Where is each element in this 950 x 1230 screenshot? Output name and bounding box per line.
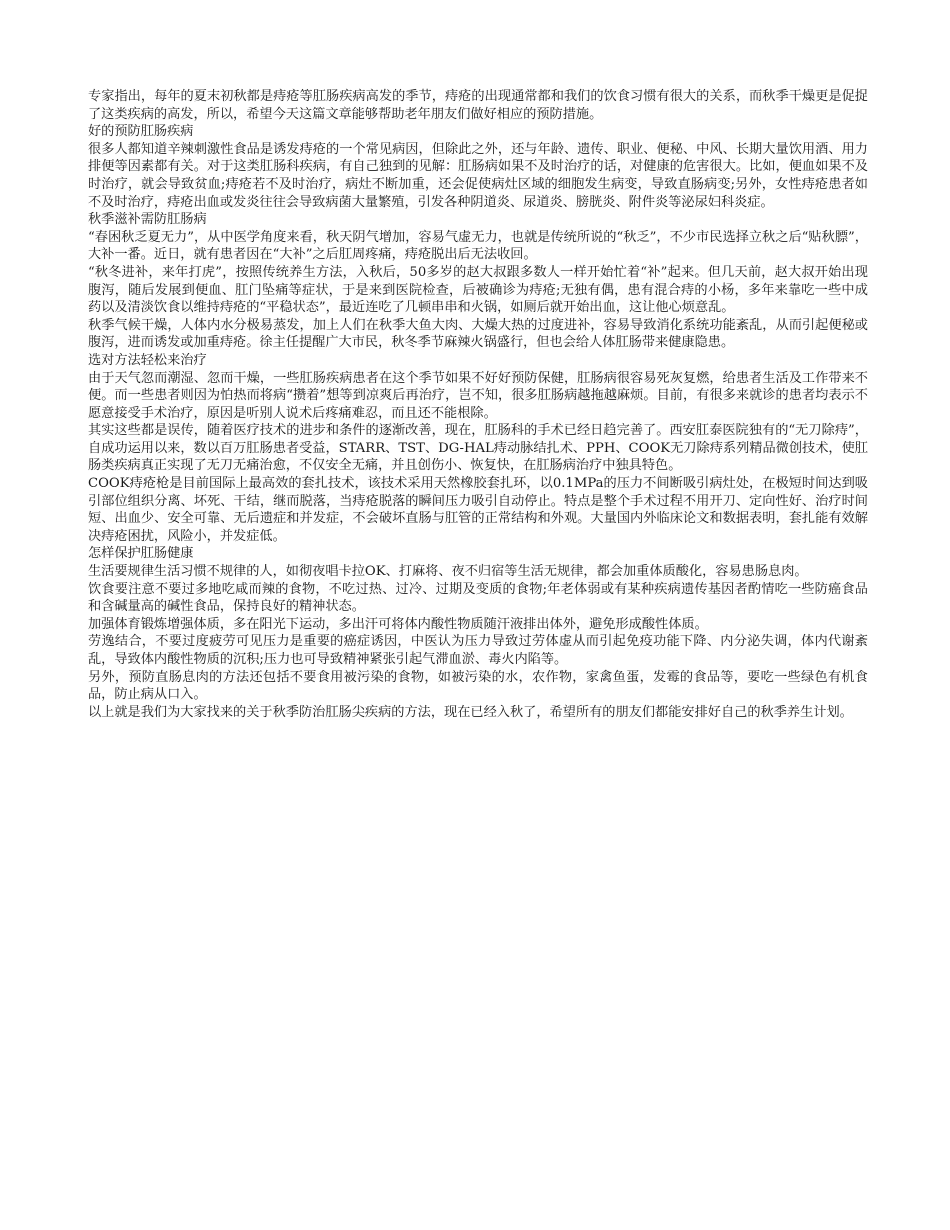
paragraph-polyp-prevention: 另外，预防直肠息肉的方法还包括不要食用被污染的食物，如被污染的水，农作物，家禽鱼蛋，发霉的食品等，要吃一些绿色有机食品，防止病从口入。 (88, 669, 868, 703)
paragraph-diet: 饮食要注意不要过多地吃咸而辣的食物，不吃过热、过冷、过期及变质的食物;年老体弱或有某种疾病遗传基因者酌情吃一些防癌食品和含碱量高的碱性食品，保持良好的精神状态。 (88, 581, 868, 615)
section-heading-treatment: 选对方法轻松来治疗 (88, 352, 207, 368)
section-heading-autumn-tonic: 秋季滋补需防肛肠病 (88, 212, 207, 228)
section-heading-prevention: 好的预防肛肠疾病 (88, 124, 194, 140)
paragraph-regular-life: 生活要规律生活习惯不规律的人，如彻夜唱卡拉OK、打麻将、夜不归宿等生活无规律，都会加重体质酸化，容易患肠息肉。 (88, 564, 808, 580)
paragraph-case-examples: “秋冬进补，来年打虎”，按照传统养生方法，入秋后，50多岁的赵大叔跟多数人一样开始忙着“补”起来。但几天前，赵大叔开始出现腹泻，随后发展到便血、肛门坠痛等症状，于是来到医院检查，后被确诊为痔疮;无独有偶，患有混合痔的小杨，多年来靠吃一些中成药以及清淡饮食以维持痔疮的“平稳状态”，最近连吃了几顿串串和火锅，如厕后就开始出血，这让他心烦意乱。 (88, 264, 868, 316)
paragraph-conclusion: 以上就是我们为大家找来的关于秋季防治肛肠尖疾病的方法，现在已经入秋了，希望所有的朋友们都能安排好自己的秋季养生计划。 (88, 704, 853, 720)
paragraph-weather-relapse: 由于天气忽而潮湿、忽而干燥，一些肛肠疾病患者在这个季节如果不好好预防保健，肛肠病很容易死灰复燃，给患者生活及工作带来不便。而一些患者则因为怕热而将病“攒着”想等到凉爽后再治疗，岂不知，很多肛肠病越拖越麻烦。目前，有很多来就诊的患者均表示不愿意接受手术治疗，原因是听别人说术后疼痛难忍，而且还不能根除。 (88, 370, 868, 421)
section-heading-protection: 怎样保护肛肠健康 (88, 546, 194, 562)
paragraph-dry-climate: 秋季气候干燥，人体内水分极易蒸发，加上人们在秋季大鱼大肉、大燥大热的过度进补，容易导致消化系统功能紊乱，从而引起便秘或腹泻，进而诱发或加重痔疮。徐主任提醒广大市民，秋冬季节麻辣火锅盛行，但也会给人体肛肠带来健康隐患。 (88, 317, 868, 351)
paragraph-exercise: 加强体育锻炼增强体质，多在阳光下运动，多出汗可将体内酸性物质随汗液排出体外，避免形成酸性体质。 (88, 616, 708, 632)
paragraph-autumn-fatigue: “春困秋乏夏无力”，从中医学角度来看，秋天阴气增加，容易气虚无力，也就是传统所说的“秋乏”，不少市民选择立秋之后“贴秋膘”，大补一番。近日，就有患者因在“大补”之后肛周疼痛，痔疮脱出后无法收回。 (88, 229, 868, 263)
intro-paragraph: 专家指出，每年的夏末初秋都是痔疮等肛肠疾病高发的季节，痔疮的出现通常都和我们的饮食习惯有很大的关系，而秋季干燥更是促捉了这类疾病的高发，所以，希望今天这篇文章能够帮助老年朋友们做好相应的预防措施。 (88, 89, 868, 122)
article-body (88, 88, 868, 721)
paragraph-rest: 劳逸结合，不要过度疲劳可见压力是重要的癌症诱因，中医认为压力导致过劳体虚从而引起免疫功能下降、内分泌失调，体内代谢紊乱，导致体内酸性物质的沉积;压力也可导致精神紧张引起气滞血淤、毒火内陷等。 (88, 634, 868, 667)
paragraph-causes: 很多人都知道辛辣刺激性食品是诱发痔疮的一个常见病因，但除此之外，还与年龄、遗传、职业、便秘、中风、长期大量饮用酒、用力排便等因素都有关。对于这类肛肠科疾病，有自己独到的见解：肛肠病如果不及时治疗的话，对健康的危害很大。比如，便血如果不及时治疗，就会导致贫血;痔疮若不及时治疗，病灶不断加重，还会促使病灶区域的细胞发生病变，导致直肠病变;另外，女性痔疮患者如不及时治疗，痔疮出血或发炎往往会导致病菌大量繁殖，引发各种阴道炎、尿道炎、膀胱炎、附件炎等泌尿妇科炎症。 (88, 141, 868, 210)
paragraph-cook-technique: COOK痔疮枪是目前国际上最高效的套扎技术，该技术采用天然橡胶套扎环，以0.1MPa的压力不间断吸引病灶处，在极短时间达到吸引部位组织分离、坏死、干结，继而脱落，当痔疮脱落的瞬间压力吸引自动停止。特点是整个手术过程不用开刀、定向性好、治疗时间短、出血少、安全可靠、无后遗症和并发症，不会破坏直肠与肛管的正常结构和外观。大量国内外临床论文和数据表明，套扎能有效解决痔疮困扰，风险小，并发症低。 (88, 476, 868, 544)
paragraph-surgery-advances: 其实这些都是误传，随着医疗技术的进步和条件的逐渐改善，现在，肛肠科的手术已经日趋完善了。西安肛泰医院独有的“无刀除痔”，自成功运用以来，数以百万肛肠患者受益，STARR、TST、DG-HAL痔动脉结扎术、PPH、COOK无刀除痔系列精品微创技术，使肛肠类疾病真正实现了无刀无痛治愈，不仅安全无痛，并且创伤小、恢复快，在肛肠病治疗中独具特色。 (88, 423, 868, 474)
